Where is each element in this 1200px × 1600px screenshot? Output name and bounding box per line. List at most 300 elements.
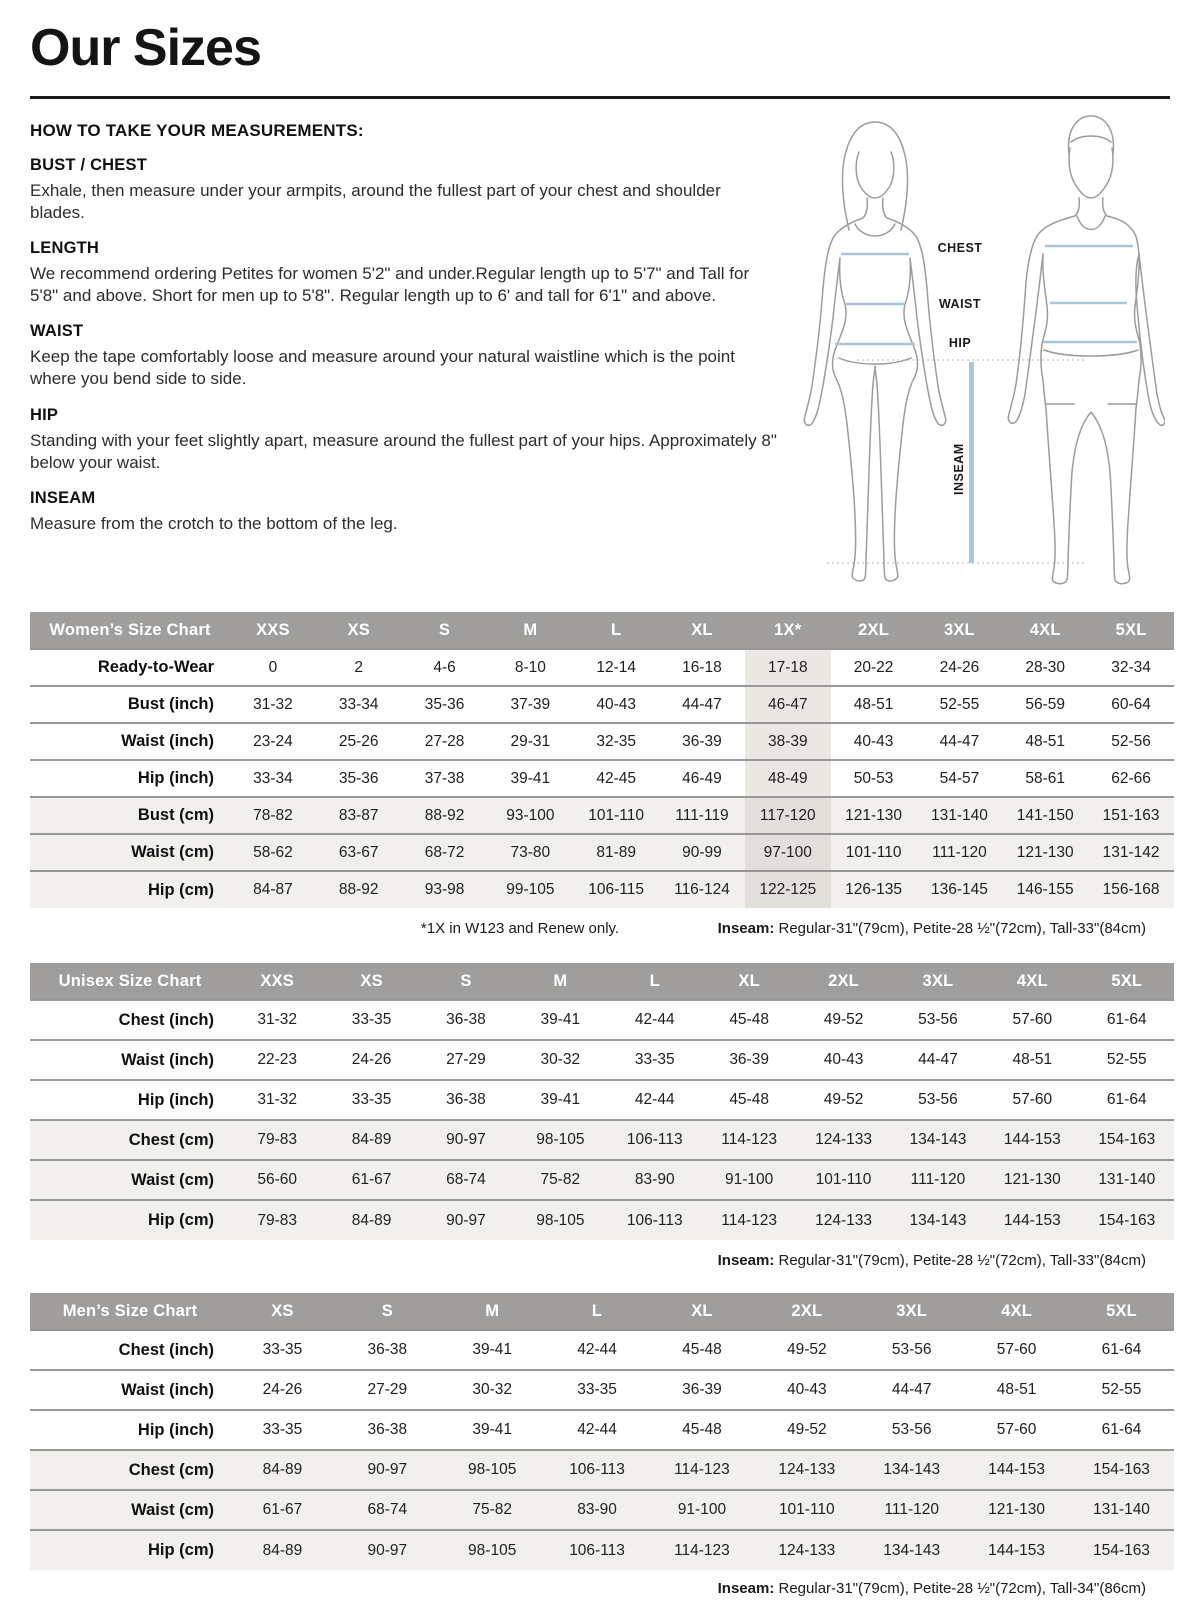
size-value-cell: 56-59 xyxy=(1002,686,1088,723)
table-row xyxy=(30,1450,1174,1490)
size-value-cell: 81-89 xyxy=(573,834,659,871)
table-row xyxy=(30,1490,1174,1530)
row-label: Chest (cm) xyxy=(30,1450,230,1490)
size-value-cell: 33-35 xyxy=(545,1370,650,1410)
size-column-header: XS xyxy=(316,612,402,649)
size-table xyxy=(30,1293,1174,1570)
size-value-cell: 131-142 xyxy=(1088,834,1174,871)
size-value-cell: 44-47 xyxy=(891,1040,985,1080)
woman-figure xyxy=(804,122,945,581)
size-value-cell: 131-140 xyxy=(917,797,1003,834)
size-value-cell: 90-97 xyxy=(335,1530,440,1570)
row-label: Waist (inch) xyxy=(30,1040,230,1080)
size-value-cell: 45-48 xyxy=(702,1080,796,1120)
waist-label: WAIST xyxy=(938,297,982,311)
size-value-cell: 16-18 xyxy=(659,649,745,686)
size-value-cell: 84-89 xyxy=(324,1120,418,1160)
size-column-header: XS xyxy=(230,1293,335,1330)
size-value-cell: 52-55 xyxy=(917,686,1003,723)
table-row xyxy=(30,760,1174,797)
size-column-header: XXS xyxy=(230,612,316,649)
size-value-cell: 52-55 xyxy=(1080,1040,1174,1080)
table-title: Men’s Size Chart xyxy=(30,1293,230,1330)
size-value-cell: 58-62 xyxy=(230,834,316,871)
womens-1x-footnote: *1X in W123 and Renew only. xyxy=(420,920,620,937)
size-column-header: 2XL xyxy=(754,1293,859,1330)
inseam-footnote-label: Inseam: xyxy=(717,1580,775,1597)
size-value-cell: 124-133 xyxy=(754,1530,859,1570)
row-label: Waist (cm) xyxy=(30,1490,230,1530)
size-value-cell: 101-110 xyxy=(796,1160,890,1200)
size-value-cell: 36-38 xyxy=(419,1080,513,1120)
size-value-cell: 35-36 xyxy=(316,760,402,797)
size-value-cell: 83-90 xyxy=(545,1490,650,1530)
row-label: Hip (cm) xyxy=(30,1530,230,1570)
size-value-cell: 114-123 xyxy=(650,1450,755,1490)
size-value-cell: 57-60 xyxy=(964,1330,1069,1370)
size-value-cell: 99-105 xyxy=(487,871,573,908)
table-title: Women’s Size Chart xyxy=(30,612,230,649)
size-value-cell: 24-26 xyxy=(230,1370,335,1410)
size-value-cell: 42-45 xyxy=(573,760,659,797)
section-body-length: We recommend ordering Petites for women 5'2" and under.Regular length up to 5'7" and Tall for 5'8" and above. Short for men up to 5'8". Regular length up to 6' and tall for 6'1" and above. xyxy=(30,264,750,306)
size-value-cell: 78-82 xyxy=(230,797,316,834)
size-value-cell: 45-48 xyxy=(702,1000,796,1040)
size-value-cell: 61-67 xyxy=(324,1160,418,1200)
size-value-cell: 31-32 xyxy=(230,1000,324,1040)
size-value-cell: 36-38 xyxy=(335,1330,440,1370)
size-column-header: XS xyxy=(324,963,418,1000)
size-value-cell: 122-125 xyxy=(745,871,831,908)
size-value-cell: 17-18 xyxy=(745,649,831,686)
table-row xyxy=(30,1160,1174,1200)
mens-size-table xyxy=(30,1293,1174,1570)
size-value-cell: 88-92 xyxy=(316,871,402,908)
size-value-cell: 75-82 xyxy=(440,1490,545,1530)
section-body-waist: Keep the tape comfortably loose and measure around your natural waistline which is the point where you bend side to side. xyxy=(30,347,735,389)
size-column-header: 3XL xyxy=(917,612,1003,649)
size-value-cell: 117-120 xyxy=(745,797,831,834)
size-value-cell: 68-74 xyxy=(419,1160,513,1200)
section-hip xyxy=(30,406,778,474)
unisex-inseam-footnote xyxy=(718,1252,1146,1269)
inseam-bar xyxy=(969,362,974,563)
size-value-cell: 36-39 xyxy=(659,723,745,760)
mens-inseam-footnote xyxy=(718,1580,1146,1597)
section-heading-bust-chest: BUST / CHEST xyxy=(30,156,147,174)
size-value-cell: 90-97 xyxy=(419,1120,513,1160)
size-value-cell: 46-47 xyxy=(745,686,831,723)
size-value-cell: 121-130 xyxy=(831,797,917,834)
size-value-cell: 68-72 xyxy=(402,834,488,871)
table-header-row xyxy=(30,963,1174,1000)
size-column-header: 4XL xyxy=(985,963,1079,1000)
size-value-cell: 57-60 xyxy=(964,1410,1069,1450)
row-label: Bust (inch) xyxy=(30,686,230,723)
size-value-cell: 36-39 xyxy=(702,1040,796,1080)
size-value-cell: 52-56 xyxy=(1088,723,1174,760)
size-value-cell: 98-105 xyxy=(513,1120,607,1160)
size-value-cell: 62-66 xyxy=(1088,760,1174,797)
size-value-cell: 106-113 xyxy=(545,1450,650,1490)
size-value-cell: 40-43 xyxy=(573,686,659,723)
size-value-cell: 124-133 xyxy=(754,1450,859,1490)
size-value-cell: 68-74 xyxy=(335,1490,440,1530)
row-label: Chest (inch) xyxy=(30,1000,230,1040)
size-value-cell: 144-153 xyxy=(985,1120,1079,1160)
size-value-cell: 121-130 xyxy=(964,1490,1069,1530)
size-value-cell: 61-67 xyxy=(230,1490,335,1530)
row-label: Bust (cm) xyxy=(30,797,230,834)
size-value-cell: 144-153 xyxy=(964,1530,1069,1570)
size-value-cell: 27-29 xyxy=(419,1040,513,1080)
size-column-header: M xyxy=(487,612,573,649)
size-value-cell: 48-51 xyxy=(1002,723,1088,760)
size-value-cell: 44-47 xyxy=(859,1370,964,1410)
size-value-cell: 111-120 xyxy=(891,1160,985,1200)
unisex-size-table xyxy=(30,963,1174,1240)
size-value-cell: 144-153 xyxy=(985,1200,1079,1240)
size-value-cell: 39-41 xyxy=(487,760,573,797)
size-value-cell: 101-110 xyxy=(573,797,659,834)
size-value-cell: 111-120 xyxy=(859,1490,964,1530)
size-value-cell: 45-48 xyxy=(650,1410,755,1450)
size-value-cell: 98-105 xyxy=(440,1530,545,1570)
size-column-header: 3XL xyxy=(859,1293,964,1330)
size-value-cell: 126-135 xyxy=(831,871,917,908)
size-value-cell: 33-35 xyxy=(230,1330,335,1370)
section-heading-length: LENGTH xyxy=(30,239,100,258)
size-value-cell: 39-41 xyxy=(513,1080,607,1120)
size-value-cell: 30-32 xyxy=(513,1040,607,1080)
table-row xyxy=(30,1040,1174,1080)
size-value-cell: 57-60 xyxy=(985,1000,1079,1040)
size-value-cell: 114-123 xyxy=(702,1200,796,1240)
section-body-hip: Standing with your feet slightly apart, measure around the fullest part of your hips. Approximately 8" below your waist. xyxy=(30,430,777,472)
size-value-cell: 48-51 xyxy=(985,1040,1079,1080)
size-table xyxy=(30,963,1174,1240)
size-value-cell: 124-133 xyxy=(796,1120,890,1160)
size-value-cell: 23-24 xyxy=(230,723,316,760)
size-value-cell: 58-61 xyxy=(1002,760,1088,797)
size-value-cell: 93-100 xyxy=(487,797,573,834)
size-value-cell: 36-38 xyxy=(419,1000,513,1040)
size-value-cell: 32-34 xyxy=(1088,649,1174,686)
size-value-cell: 154-163 xyxy=(1069,1450,1174,1490)
row-label: Hip (cm) xyxy=(30,871,230,908)
size-value-cell: 97-100 xyxy=(745,834,831,871)
size-value-cell: 61-64 xyxy=(1080,1000,1174,1040)
size-value-cell: 154-163 xyxy=(1080,1200,1174,1240)
size-column-header: 1X* xyxy=(745,612,831,649)
section-waist xyxy=(30,322,778,390)
size-value-cell: 91-100 xyxy=(650,1490,755,1530)
size-column-header: XL xyxy=(659,612,745,649)
chest-label: CHEST xyxy=(937,241,983,255)
size-value-cell: 48-51 xyxy=(964,1370,1069,1410)
size-value-cell: 134-143 xyxy=(859,1530,964,1570)
size-value-cell: 39-41 xyxy=(513,1000,607,1040)
table-row xyxy=(30,834,1174,871)
size-value-cell: 49-52 xyxy=(796,1080,890,1120)
size-column-header: L xyxy=(573,612,659,649)
size-value-cell: 32-35 xyxy=(573,723,659,760)
inseam-footnote-text: Regular-31"(79cm), Petite-28 ½"(72cm), Tall-33"(84cm) xyxy=(774,920,1146,937)
size-value-cell: 42-44 xyxy=(545,1410,650,1450)
size-value-cell: 116-124 xyxy=(659,871,745,908)
size-value-cell: 8-10 xyxy=(487,649,573,686)
size-value-cell: 154-163 xyxy=(1080,1120,1174,1160)
size-column-header: S xyxy=(335,1293,440,1330)
size-value-cell: 151-163 xyxy=(1088,797,1174,834)
page-title: Our Sizes xyxy=(30,19,261,77)
size-value-cell: 36-38 xyxy=(335,1410,440,1450)
size-column-header: 3XL xyxy=(891,963,985,1000)
size-value-cell: 134-143 xyxy=(859,1450,964,1490)
section-inseam xyxy=(30,489,778,535)
size-column-header: M xyxy=(440,1293,545,1330)
size-value-cell: 31-32 xyxy=(230,686,316,723)
size-value-cell: 42-44 xyxy=(608,1080,702,1120)
size-value-cell: 49-52 xyxy=(754,1330,859,1370)
size-value-cell: 106-113 xyxy=(608,1120,702,1160)
size-value-cell: 53-56 xyxy=(891,1000,985,1040)
size-value-cell: 42-44 xyxy=(608,1000,702,1040)
inseam-label: INSEAM xyxy=(952,443,966,495)
size-value-cell: 57-60 xyxy=(985,1080,1079,1120)
size-value-cell: 44-47 xyxy=(917,723,1003,760)
size-value-cell: 84-89 xyxy=(230,1530,335,1570)
table-header-row xyxy=(30,1293,1174,1330)
size-value-cell: 61-64 xyxy=(1069,1410,1174,1450)
size-value-cell: 37-38 xyxy=(402,760,488,797)
size-value-cell: 22-23 xyxy=(230,1040,324,1080)
row-label: Waist (inch) xyxy=(30,1370,230,1410)
size-value-cell: 28-30 xyxy=(1002,649,1088,686)
size-value-cell: 84-87 xyxy=(230,871,316,908)
size-value-cell: 4-6 xyxy=(402,649,488,686)
size-value-cell: 24-26 xyxy=(324,1040,418,1080)
size-value-cell: 48-49 xyxy=(745,760,831,797)
inseam-footnote-label: Inseam: xyxy=(717,920,775,937)
table-header-row xyxy=(30,612,1174,649)
size-value-cell: 84-89 xyxy=(324,1200,418,1240)
size-value-cell: 38-39 xyxy=(745,723,831,760)
section-bust-chest xyxy=(30,156,778,224)
size-value-cell: 2 xyxy=(316,649,402,686)
size-value-cell: 33-34 xyxy=(316,686,402,723)
inseam-footnote-text: Regular-31"(79cm), Petite-28 ½"(72cm), Tall-34"(86cm) xyxy=(774,1580,1146,1597)
womens-size-table xyxy=(30,612,1174,908)
size-value-cell: 20-22 xyxy=(831,649,917,686)
womens-inseam-footnote xyxy=(718,920,1146,937)
table-row xyxy=(30,1330,1174,1370)
size-value-cell: 60-64 xyxy=(1088,686,1174,723)
size-value-cell: 91-100 xyxy=(702,1160,796,1200)
table-row xyxy=(30,1530,1174,1570)
size-value-cell: 56-60 xyxy=(230,1160,324,1200)
size-value-cell: 30-32 xyxy=(440,1370,545,1410)
row-label: Hip (cm) xyxy=(30,1200,230,1240)
size-value-cell: 39-41 xyxy=(440,1330,545,1370)
size-column-header: XL xyxy=(702,963,796,1000)
size-value-cell: 98-105 xyxy=(440,1450,545,1490)
size-value-cell: 12-14 xyxy=(573,649,659,686)
size-value-cell: 156-168 xyxy=(1088,871,1174,908)
size-value-cell: 144-153 xyxy=(964,1450,1069,1490)
size-value-cell: 101-110 xyxy=(831,834,917,871)
size-value-cell: 134-143 xyxy=(891,1200,985,1240)
size-value-cell: 33-35 xyxy=(230,1410,335,1450)
row-label: Ready-to-Wear xyxy=(30,649,230,686)
size-value-cell: 131-140 xyxy=(1069,1490,1174,1530)
size-value-cell: 63-67 xyxy=(316,834,402,871)
row-label: Hip (inch) xyxy=(30,1410,230,1450)
size-value-cell: 27-28 xyxy=(402,723,488,760)
size-value-cell: 53-56 xyxy=(859,1410,964,1450)
inseam-footnote-label: Inseam: xyxy=(717,1252,775,1269)
size-value-cell: 0 xyxy=(230,649,316,686)
table-row xyxy=(30,797,1174,834)
size-column-header: S xyxy=(402,612,488,649)
size-column-header: 5XL xyxy=(1069,1293,1174,1330)
size-value-cell: 124-133 xyxy=(796,1200,890,1240)
size-value-cell: 106-115 xyxy=(573,871,659,908)
measurement-diagram xyxy=(785,112,1165,590)
size-value-cell: 36-39 xyxy=(650,1370,755,1410)
table-row xyxy=(30,1080,1174,1120)
size-value-cell: 114-123 xyxy=(650,1530,755,1570)
size-column-header: XL xyxy=(650,1293,755,1330)
row-label: Hip (inch) xyxy=(30,1080,230,1120)
size-value-cell: 33-35 xyxy=(324,1080,418,1120)
size-column-header: 4XL xyxy=(964,1293,1069,1330)
size-value-cell: 111-120 xyxy=(917,834,1003,871)
row-label: Waist (cm) xyxy=(30,834,230,871)
inseam-footnote-text: Regular-31"(79cm), Petite-28 ½"(72cm), Tall-33"(84cm) xyxy=(774,1252,1146,1269)
size-value-cell: 33-35 xyxy=(324,1000,418,1040)
section-heading-inseam: INSEAM xyxy=(30,488,96,507)
size-value-cell: 83-87 xyxy=(316,797,402,834)
size-table xyxy=(30,612,1174,908)
table-row xyxy=(30,871,1174,908)
size-value-cell: 40-43 xyxy=(831,723,917,760)
size-column-header: 2XL xyxy=(831,612,917,649)
size-value-cell: 101-110 xyxy=(754,1490,859,1530)
size-value-cell: 45-48 xyxy=(650,1330,755,1370)
size-value-cell: 33-35 xyxy=(608,1040,702,1080)
table-row xyxy=(30,686,1174,723)
size-value-cell: 146-155 xyxy=(1002,871,1088,908)
man-figure xyxy=(1008,116,1165,584)
size-column-header: S xyxy=(419,963,513,1000)
size-column-header: 5XL xyxy=(1080,963,1174,1000)
how-to-heading: HOW TO TAKE YOUR MEASUREMENTS: xyxy=(30,121,364,140)
size-column-header: XXS xyxy=(230,963,324,1000)
table-row xyxy=(30,1120,1174,1160)
size-value-cell: 90-99 xyxy=(659,834,745,871)
size-value-cell: 27-29 xyxy=(335,1370,440,1410)
size-value-cell: 106-113 xyxy=(608,1200,702,1240)
size-value-cell: 73-80 xyxy=(487,834,573,871)
size-value-cell: 40-43 xyxy=(796,1040,890,1080)
size-column-header: M xyxy=(513,963,607,1000)
size-value-cell: 61-64 xyxy=(1069,1330,1174,1370)
size-value-cell: 131-140 xyxy=(1080,1160,1174,1200)
table-row xyxy=(30,1410,1174,1450)
size-value-cell: 79-83 xyxy=(230,1120,324,1160)
table-row xyxy=(30,1370,1174,1410)
row-label: Waist (inch) xyxy=(30,723,230,760)
size-value-cell: 154-163 xyxy=(1069,1530,1174,1570)
size-value-cell: 35-36 xyxy=(402,686,488,723)
size-value-cell: 42-44 xyxy=(545,1330,650,1370)
size-value-cell: 121-130 xyxy=(985,1160,1079,1200)
size-value-cell: 61-64 xyxy=(1080,1080,1174,1120)
section-heading-waist: WAIST xyxy=(30,322,84,341)
size-column-header: 4XL xyxy=(1002,612,1088,649)
size-value-cell: 44-47 xyxy=(659,686,745,723)
size-value-cell: 53-56 xyxy=(859,1330,964,1370)
size-value-cell: 90-97 xyxy=(335,1450,440,1490)
size-value-cell: 88-92 xyxy=(402,797,488,834)
size-value-cell: 90-97 xyxy=(419,1200,513,1240)
size-value-cell: 83-90 xyxy=(608,1160,702,1200)
size-value-cell: 53-56 xyxy=(891,1080,985,1120)
size-value-cell: 98-105 xyxy=(513,1200,607,1240)
size-value-cell: 24-26 xyxy=(917,649,1003,686)
row-label: Chest (cm) xyxy=(30,1120,230,1160)
row-label: Waist (cm) xyxy=(30,1160,230,1200)
size-value-cell: 111-119 xyxy=(659,797,745,834)
title-divider xyxy=(30,96,1170,99)
size-value-cell: 114-123 xyxy=(702,1120,796,1160)
row-label: Chest (inch) xyxy=(30,1330,230,1370)
size-value-cell: 54-57 xyxy=(917,760,1003,797)
section-body-inseam: Measure from the crotch to the bottom of the leg. xyxy=(30,513,398,533)
size-value-cell: 134-143 xyxy=(891,1120,985,1160)
hip-label: HIP xyxy=(948,336,972,350)
size-value-cell: 39-41 xyxy=(440,1410,545,1450)
size-value-cell: 136-145 xyxy=(917,871,1003,908)
measurement-instructions xyxy=(30,121,778,535)
table-row xyxy=(30,1000,1174,1040)
table-row xyxy=(30,1200,1174,1240)
size-value-cell: 75-82 xyxy=(513,1160,607,1200)
table-row xyxy=(30,649,1174,686)
size-value-cell: 25-26 xyxy=(316,723,402,760)
size-value-cell: 52-55 xyxy=(1069,1370,1174,1410)
size-column-header: 5XL xyxy=(1088,612,1174,649)
size-value-cell: 33-34 xyxy=(230,760,316,797)
size-value-cell: 37-39 xyxy=(487,686,573,723)
size-value-cell: 40-43 xyxy=(754,1370,859,1410)
section-length xyxy=(30,239,778,307)
size-value-cell: 31-32 xyxy=(230,1080,324,1120)
size-value-cell: 79-83 xyxy=(230,1200,324,1240)
section-body-bust-chest: Exhale, then measure under your armpits, around the fullest part of your chest and shoulder blades. xyxy=(30,181,721,223)
section-heading-hip: HIP xyxy=(30,405,59,424)
size-value-cell: 50-53 xyxy=(831,760,917,797)
size-value-cell: 121-130 xyxy=(1002,834,1088,871)
size-value-cell: 46-49 xyxy=(659,760,745,797)
size-column-header: 2XL xyxy=(796,963,890,1000)
row-label: Hip (inch) xyxy=(30,760,230,797)
size-value-cell: 141-150 xyxy=(1002,797,1088,834)
size-value-cell: 49-52 xyxy=(754,1410,859,1450)
size-value-cell: 93-98 xyxy=(402,871,488,908)
body-measurement-illustration xyxy=(785,112,1165,590)
